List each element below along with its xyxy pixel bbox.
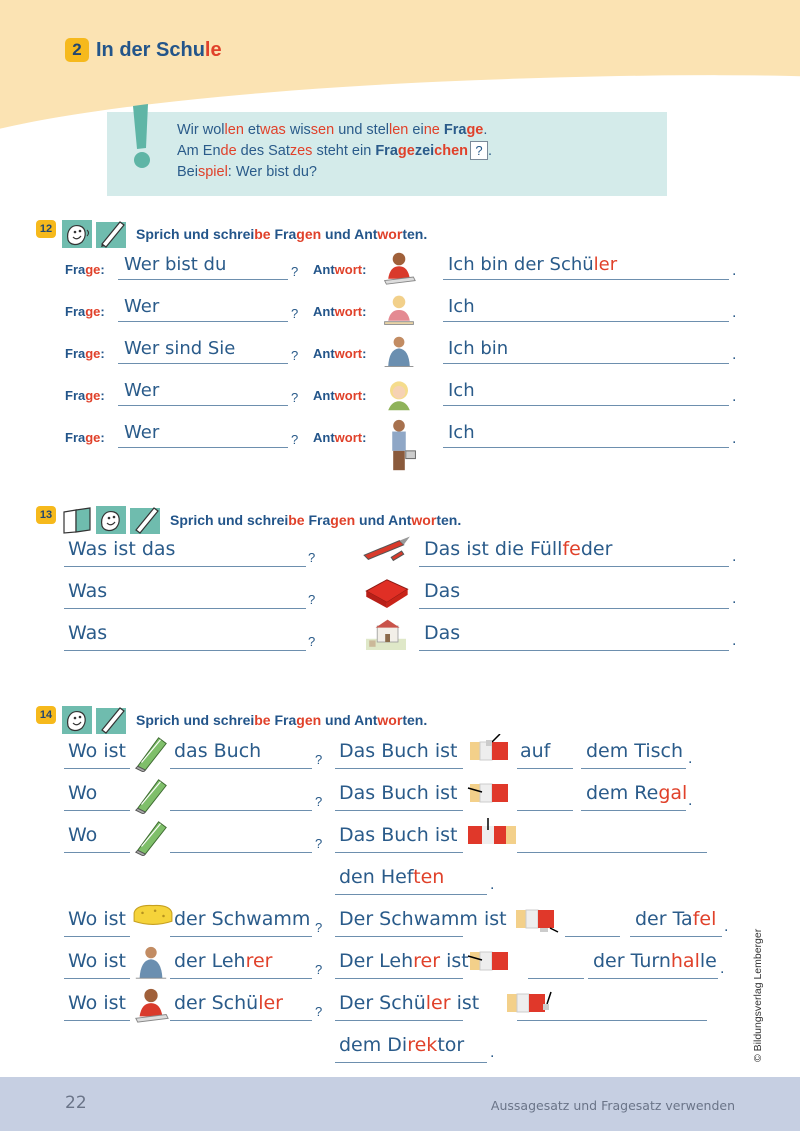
chapter-heading — [65, 38, 222, 62]
question-mark: ? — [291, 348, 299, 363]
text: fel — [692, 908, 717, 930]
period: . — [724, 918, 729, 935]
speaking-face-icon — [62, 706, 92, 734]
question-object-line[interactable] — [170, 828, 312, 853]
text: : — [100, 388, 105, 403]
text: Fra — [375, 143, 398, 159]
question-text: Was ist das — [68, 538, 176, 560]
preposition-text: auf — [520, 740, 551, 762]
answer-text — [424, 538, 612, 560]
preposition-line[interactable] — [528, 954, 584, 979]
antwort-label — [313, 304, 366, 319]
question-mark: ? — [308, 592, 316, 607]
text: ge — [85, 388, 101, 403]
frage-label — [65, 430, 105, 445]
text: Ant — [313, 304, 335, 319]
pencil-icon — [130, 506, 160, 534]
cabinet-between-icon — [466, 818, 516, 850]
text: Sprich und schrei — [136, 712, 255, 728]
question-object — [174, 908, 310, 930]
answer-start — [339, 782, 457, 804]
text: Ich — [448, 380, 475, 401]
text: gen — [296, 226, 322, 242]
text: Ant — [313, 262, 335, 277]
text: len — [389, 122, 409, 138]
question-start: Wo ist — [68, 950, 126, 972]
text: tor — [437, 1034, 465, 1056]
exercise-number-badge: 12 — [36, 220, 56, 238]
answer-text — [424, 622, 460, 644]
pencil-icon — [96, 706, 126, 734]
question-text: Wer — [124, 422, 160, 443]
text: : Wer bist du? — [227, 164, 317, 180]
text: ne — [423, 122, 440, 138]
text: gen — [330, 512, 356, 528]
answer-line[interactable] — [443, 299, 729, 322]
question-mark: ? — [291, 306, 299, 321]
text: steht ein — [312, 143, 376, 159]
book-icon — [132, 734, 170, 772]
answer-continuation — [339, 866, 444, 888]
text: spiel — [197, 164, 228, 180]
question-mark: ? — [315, 752, 323, 767]
antwort-label — [313, 346, 366, 361]
answer-line[interactable] — [419, 584, 729, 609]
chapter-title-red: le — [204, 38, 222, 61]
boy-writing-icon — [132, 986, 170, 1024]
text: ist — [440, 950, 469, 972]
text: ge — [85, 430, 101, 445]
text: ler — [593, 254, 618, 275]
exercise-13-header — [36, 506, 461, 534]
text: Fra — [65, 346, 86, 361]
text: hal — [670, 950, 700, 972]
answer-line[interactable] — [443, 383, 729, 406]
exercise-14-header — [36, 706, 427, 734]
text: gen — [296, 712, 322, 728]
answer-text — [448, 422, 475, 443]
text: wor — [377, 226, 403, 242]
period: . — [490, 876, 495, 893]
text: : — [362, 304, 367, 319]
text: den Hef — [339, 866, 414, 888]
preposition-line[interactable] — [565, 912, 620, 937]
question-mark-box: ? — [470, 141, 488, 160]
period: . — [732, 304, 737, 321]
text: ge — [85, 304, 101, 319]
text: Fra — [443, 122, 467, 138]
answer-long-line[interactable] — [517, 996, 707, 1021]
exercise-instruction — [136, 226, 427, 242]
text: Das — [424, 622, 461, 644]
text: Ant — [313, 430, 335, 445]
question-mark: ? — [315, 836, 323, 851]
book-icon — [132, 818, 170, 856]
question-text: Wer — [124, 380, 160, 401]
info-line-3 — [177, 162, 492, 183]
question-text: Wer sind Sie — [124, 338, 236, 359]
book-icon — [132, 776, 170, 814]
period: . — [732, 430, 737, 447]
girl-thinking-icon — [378, 292, 420, 328]
pencil-icon — [96, 220, 126, 248]
text: Ich — [448, 296, 475, 317]
text: Sprich und schrei — [170, 512, 289, 528]
text: dem Tisch — [586, 740, 683, 762]
text: be — [288, 512, 305, 528]
preposition-line[interactable] — [517, 786, 573, 811]
cabinet-in-icon — [466, 944, 516, 976]
text: Das Buch ist — [339, 740, 458, 762]
question-mark: ? — [291, 390, 299, 405]
period: . — [490, 1044, 495, 1061]
answer-object — [593, 950, 717, 972]
copyright-notice: © Bildungsverlag Lemberger — [752, 928, 764, 1062]
antwort-label — [313, 388, 366, 403]
text: Bei — [177, 164, 198, 180]
text: ge — [85, 262, 101, 277]
text: Der Leh — [339, 950, 414, 972]
text: Der Schwamm ist — [339, 908, 507, 930]
cabinet-on-icon — [466, 734, 516, 766]
question-mark: ? — [308, 634, 316, 649]
text: wort — [334, 388, 363, 403]
text: : — [100, 430, 105, 445]
period: . — [732, 262, 737, 279]
question-mark: ? — [291, 264, 299, 279]
exercise-number-badge: 13 — [36, 506, 56, 524]
page-number: 22 — [65, 1093, 87, 1113]
answer-object — [635, 908, 716, 930]
text: des Sat — [236, 143, 290, 159]
exercise-instruction — [170, 512, 461, 528]
info-line-2 — [177, 141, 492, 162]
text: Ant — [313, 346, 335, 361]
answer-text — [424, 580, 460, 602]
text: ei — [408, 122, 424, 138]
period: . — [720, 960, 725, 977]
period: . — [732, 346, 737, 363]
exercise-number-badge: 14 — [36, 706, 56, 724]
text: und stel — [334, 122, 390, 138]
text: zei — [414, 143, 435, 159]
text: Fra — [65, 304, 86, 319]
text: ten — [413, 866, 445, 888]
question-start: Wo — [68, 782, 98, 804]
answer-text — [448, 338, 508, 359]
answer-start — [339, 740, 457, 762]
text: Ich — [448, 422, 475, 443]
teacher-man-icon — [132, 944, 170, 982]
question-text: Wer — [124, 296, 160, 317]
pencil-case-icon — [360, 576, 412, 608]
answer-line[interactable] — [419, 626, 729, 651]
text: Das ist die Füll — [424, 538, 563, 560]
book-reading-icon — [62, 506, 92, 534]
text: und Ant — [355, 512, 412, 528]
question-mark: ? — [308, 550, 316, 565]
text: wort — [334, 346, 363, 361]
text: Am En — [177, 143, 221, 159]
text: der Schü — [174, 992, 259, 1014]
fountain-pen-icon — [360, 534, 412, 566]
text: Fra — [270, 226, 297, 242]
school-building-icon — [360, 618, 412, 650]
text: . — [483, 122, 488, 138]
chapter-title-main: In der Schu — [96, 38, 205, 61]
exercise-instruction — [136, 712, 427, 728]
text: Das — [424, 580, 461, 602]
question-text: Was — [68, 580, 108, 602]
text: der Schwamm — [174, 908, 311, 930]
text: Fra — [65, 262, 86, 277]
text: ler — [258, 992, 283, 1014]
text: das Buch — [174, 740, 262, 762]
text: : — [362, 346, 367, 361]
question-start: Wo ist — [68, 740, 126, 762]
text: zes — [289, 143, 313, 159]
text: : — [100, 262, 105, 277]
text: : — [362, 430, 367, 445]
text: dem Re — [586, 782, 659, 804]
antwort-label — [313, 430, 366, 445]
text: : — [100, 346, 105, 361]
text: Der Schü — [339, 992, 426, 1014]
text: Das Buch ist — [339, 824, 458, 846]
frage-label — [65, 262, 105, 277]
text: rer — [245, 950, 273, 972]
man-with-bag-icon — [378, 418, 420, 476]
question-mark: ? — [291, 432, 299, 447]
boy-writing-icon — [378, 250, 420, 286]
question-mark: ? — [315, 1004, 323, 1019]
question-object — [174, 950, 273, 972]
info-line-1 — [177, 120, 492, 141]
answer-text — [448, 296, 475, 317]
text: de — [220, 143, 237, 159]
answer-text — [448, 380, 475, 401]
text: und Ant — [321, 712, 378, 728]
exclamation-icon — [130, 104, 156, 170]
speaking-face-icon — [62, 220, 92, 248]
answer-text — [448, 254, 617, 275]
text: ge — [85, 346, 101, 361]
antwort-label — [313, 262, 366, 277]
keyword-fragezeichen — [375, 143, 468, 159]
question-mark: ? — [315, 920, 323, 935]
answer-line[interactable] — [443, 425, 729, 448]
speaking-face-icon — [96, 506, 126, 534]
text: Sprich und schrei — [136, 226, 255, 242]
text: wort — [334, 304, 363, 319]
sponge-icon — [132, 902, 174, 928]
answer-start — [339, 950, 469, 972]
text: be — [254, 712, 271, 728]
period: . — [732, 632, 737, 649]
question-start: Wo ist — [68, 992, 126, 1014]
text: ge — [466, 122, 484, 138]
page-caption: Aussagesatz und Fragesatz verwenden — [490, 1098, 735, 1113]
text: der — [580, 538, 613, 560]
exercise-12-header — [36, 220, 427, 248]
question-text: Was — [68, 622, 108, 644]
question-start: Wo ist — [68, 908, 126, 930]
text: der Turn — [593, 950, 671, 972]
answer-continuation — [339, 1034, 464, 1056]
text: ten. — [436, 512, 462, 528]
period: . — [688, 792, 693, 809]
question-mark: ? — [315, 794, 323, 809]
text: Fra — [65, 388, 86, 403]
question-start: Wo — [68, 824, 98, 846]
text: ler — [425, 992, 451, 1014]
text: fe — [562, 538, 581, 560]
frage-label — [65, 304, 105, 319]
text: Ich bin — [448, 338, 509, 359]
text: sen — [310, 122, 335, 138]
text: wis — [285, 122, 311, 138]
answer-object — [586, 782, 687, 804]
period: . — [688, 750, 693, 767]
text: len — [224, 122, 244, 138]
text: le — [699, 950, 717, 972]
question-object — [174, 992, 283, 1014]
text: der Ta — [635, 908, 693, 930]
text: wor — [377, 712, 403, 728]
cabinet-in-icon — [466, 776, 516, 808]
text: der Leh — [174, 950, 246, 972]
blonde-child-icon — [378, 376, 420, 412]
text: Ich bin der Schü — [448, 254, 594, 275]
question-mark: ? — [315, 962, 323, 977]
text: ten. — [402, 226, 428, 242]
teacher-man-icon — [378, 334, 420, 370]
text: wort — [334, 430, 363, 445]
text: dem Di — [339, 1034, 408, 1056]
text: rek — [407, 1034, 438, 1056]
text: Wir wol — [177, 122, 225, 138]
text: Ant — [313, 388, 335, 403]
text: : — [362, 388, 367, 403]
question-object-line[interactable] — [170, 786, 312, 811]
text: : — [362, 262, 367, 277]
answer-start — [339, 992, 479, 1014]
period: . — [732, 548, 737, 565]
period: . — [732, 590, 737, 607]
text: ge — [397, 143, 415, 159]
frage-label — [65, 388, 105, 403]
question-object — [174, 740, 261, 762]
answer-start — [339, 824, 457, 846]
text: be — [254, 226, 271, 242]
answer-start — [339, 908, 507, 930]
answer-long-line[interactable] — [517, 828, 707, 853]
text: Das Buch ist — [339, 782, 458, 804]
text: : — [100, 304, 105, 319]
text: Fra — [270, 712, 297, 728]
text: chen — [434, 143, 468, 159]
text: was — [260, 122, 286, 138]
answer-object — [586, 740, 683, 762]
text: ten. — [402, 712, 428, 728]
text: et — [243, 122, 261, 138]
cabinet-under-icon — [512, 902, 562, 934]
text: wor — [411, 512, 437, 528]
period: . — [732, 388, 737, 405]
chapter-title — [96, 39, 222, 62]
chapter-number-badge: 2 — [65, 38, 89, 62]
text: Fra — [304, 512, 331, 528]
question-text: Wer bist du — [124, 254, 227, 275]
text: Fra — [65, 430, 86, 445]
text: gal — [658, 782, 688, 804]
text: . — [488, 143, 493, 159]
text: und Ant — [321, 226, 378, 242]
text: rer — [413, 950, 441, 972]
info-text — [177, 120, 492, 183]
frage-label — [65, 346, 105, 361]
text: ist — [450, 992, 480, 1014]
text: wort — [334, 262, 363, 277]
